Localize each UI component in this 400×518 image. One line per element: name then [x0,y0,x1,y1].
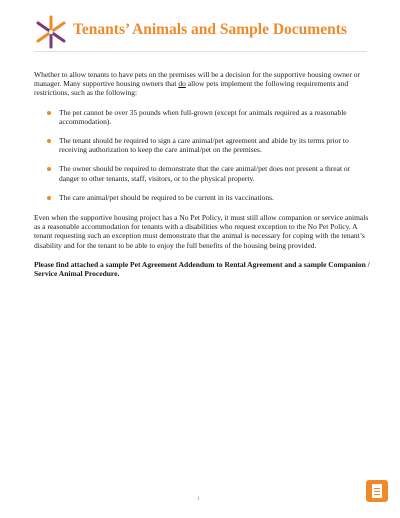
bullet-icon [47,196,51,200]
no-pet-policy-paragraph: Even when the supportive housing project has a No Pet Policy, it must still allow companion or service animals as a reasonable accommodation for tenants with a disabilities who request exception to the No Pet Policy. A tenant requesting such an exception must demonstrate that the animal is necessary for coping with the tenant’s disability and for the tenant to be able to enjoy the full benefits of the housing being provided. [34,213,369,250]
bullet-icon [47,139,51,143]
requirement-text: The pet cannot be over 35 pounds when full-grown (except for animals required as a reasonable accommodation). [59,107,347,126]
bullet-icon [47,167,51,171]
intro-text-rest: allow pets implement the following requirements and restrictions, such as the following: [34,79,349,98]
intro-paragraph [34,70,370,98]
attachment-note: Please find attached a sample Pet Agreement Addendum to Rental Agreement and a sample Companion / Service Animal Procedure. [34,259,370,279]
page-number: 1 [197,497,200,502]
page-title: Tenants’ Animals and Sample Documents [73,21,347,38]
list-item [34,136,370,154]
document-line [374,494,380,495]
header-divider [34,51,367,52]
list-item [34,193,370,202]
document-line [374,491,380,492]
bullet-icon [47,111,51,115]
requirements-list [34,108,370,202]
list-item [34,108,370,126]
document-icon[interactable] [366,480,388,502]
starburst-logo-icon [33,14,69,50]
page-header [0,0,400,58]
document-body [34,70,370,288]
document-line [374,488,380,489]
intro-text: Whether to allow tenants to have pets on the premises will be a decision for the supportive housing owner or manager. Many supportive housing owners that [34,70,360,89]
requirement-text: The care animal/pet should be required to be current in its vaccinations. [59,192,274,202]
requirement-text: The owner should be required to demonstrate that the care animal/pet does not present a threat or danger to other tenants, staff, visitors, or to the physical property. [59,164,351,183]
intro-emphasis: do [178,79,186,89]
list-item [34,164,370,182]
requirement-text: The tenant should be required to sign a care animal/pet agreement and abide by its terms prior to receiving authorization to keep the care animal/pet on the premises. [59,136,349,155]
